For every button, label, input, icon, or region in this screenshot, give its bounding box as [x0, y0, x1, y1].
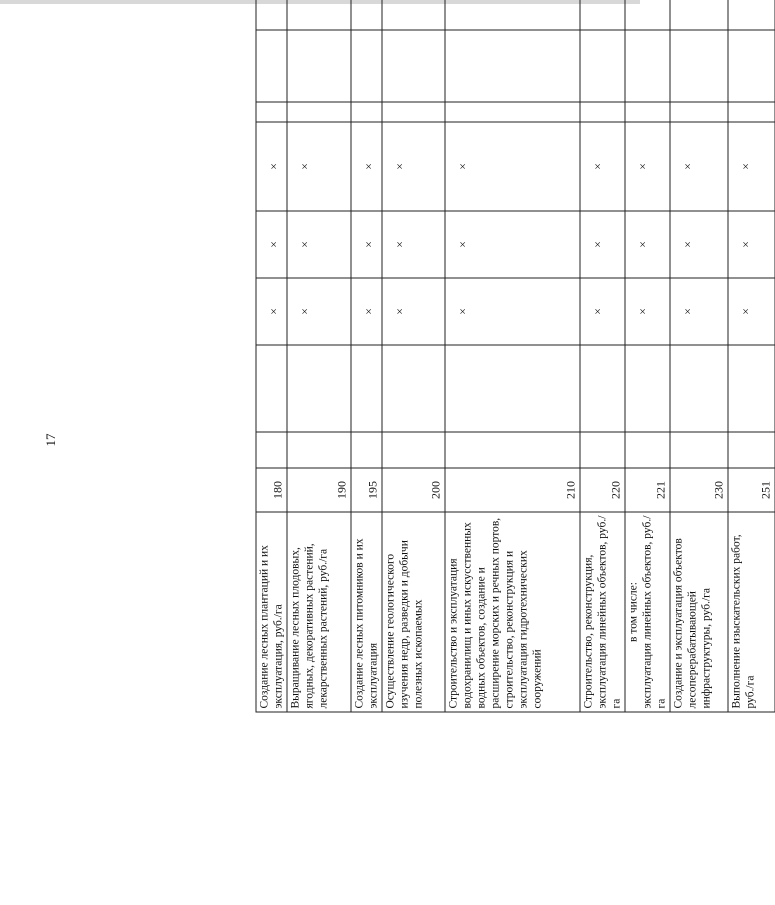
- cross-mark: ×: [382, 122, 445, 211]
- cross-mark: ×: [670, 122, 728, 211]
- row-code: 251: [728, 468, 775, 512]
- empty-cell: [256, 345, 287, 432]
- row-label: Создание лесных плантаций и их эксплуатация, руб./га: [256, 512, 287, 712]
- row-code: 190: [287, 468, 351, 512]
- data-table: [255, 0, 775, 712]
- cross-mark: [287, 0, 351, 30]
- cross-mark: ×: [287, 278, 351, 345]
- empty-cell: [670, 102, 728, 122]
- cross-mark: ×: [728, 211, 775, 278]
- page-number: 17: [43, 433, 58, 447]
- row-label: Строительство, реконструкция, эксплуатация линейных объектов, руб./га: [580, 512, 625, 712]
- row-label: Выполнение изыскательских работ, руб./га: [728, 512, 775, 712]
- table-row: [728, 0, 775, 712]
- empty-cell: [382, 30, 445, 102]
- cross-mark: [351, 0, 382, 30]
- cross-mark: ×: [580, 278, 625, 345]
- row-label: Создание и эксплуатация объектов лесоперерабатывающей инфраструктуры, руб./га: [670, 512, 728, 712]
- cross-mark: ×: [382, 278, 445, 345]
- empty-cell: [287, 102, 351, 122]
- empty-cell: [351, 432, 382, 468]
- row-label: Создание лесных питомников и их эксплуатация: [351, 512, 382, 712]
- table-row: [670, 0, 728, 712]
- cross-mark: ×: [580, 211, 625, 278]
- cross-mark: ×: [351, 211, 382, 278]
- cross-mark: ×: [445, 211, 580, 278]
- cross-mark: ×: [670, 211, 728, 278]
- empty-cell: [728, 30, 775, 102]
- row-label-line: эксплуатация линейных объектов, руб./га: [641, 515, 667, 708]
- cross-mark: ×: [728, 122, 775, 211]
- empty-cell: [287, 30, 351, 102]
- empty-cell: [382, 102, 445, 122]
- cross-mark: ×: [287, 122, 351, 211]
- empty-cell: [580, 30, 625, 102]
- table-row: [351, 0, 382, 712]
- cross-mark: ×: [445, 122, 580, 211]
- cross-mark: ×: [728, 278, 775, 345]
- empty-cell: [728, 432, 775, 468]
- empty-cell: [382, 345, 445, 432]
- cross-mark: ×: [625, 211, 670, 278]
- cross-mark: [670, 0, 728, 30]
- empty-cell: [625, 345, 670, 432]
- row-code: 180: [256, 468, 287, 512]
- row-code: 230: [670, 468, 728, 512]
- empty-cell: [625, 432, 670, 468]
- table-row: [625, 0, 670, 712]
- empty-cell: [351, 345, 382, 432]
- row-code: 195: [351, 468, 382, 512]
- row-label: [625, 512, 670, 712]
- cross-mark: [256, 0, 287, 30]
- cross-mark: [728, 0, 775, 30]
- cross-mark: ×: [382, 211, 445, 278]
- row-code: 210: [445, 468, 580, 512]
- empty-cell: [445, 345, 580, 432]
- empty-cell: [287, 432, 351, 468]
- empty-cell: [580, 432, 625, 468]
- row-label: Осуществление геологического изучения недр, разведки и добычи полезных ископаемых: [382, 512, 445, 712]
- row-code: 221: [625, 468, 670, 512]
- cross-mark: ×: [256, 211, 287, 278]
- rotated-table-container: [255, 0, 772, 712]
- table-row: [256, 0, 287, 712]
- empty-cell: [445, 432, 580, 468]
- cross-mark: ×: [625, 278, 670, 345]
- empty-cell: [728, 345, 775, 432]
- cross-mark: ×: [256, 122, 287, 211]
- empty-cell: [625, 30, 670, 102]
- cross-mark: [382, 0, 445, 30]
- table-row: [580, 0, 625, 712]
- table-row: [382, 0, 445, 712]
- empty-cell: [287, 345, 351, 432]
- row-code: 220: [580, 468, 625, 512]
- cross-mark: ×: [256, 278, 287, 345]
- cross-mark: ×: [351, 278, 382, 345]
- cross-mark: [445, 0, 580, 30]
- cross-mark: ×: [287, 211, 351, 278]
- row-label-line: в том числе:: [627, 581, 639, 642]
- empty-cell: [625, 102, 670, 122]
- empty-cell: [351, 30, 382, 102]
- table-row: [445, 0, 580, 712]
- empty-cell: [256, 102, 287, 122]
- empty-cell: [728, 102, 775, 122]
- empty-cell: [351, 102, 382, 122]
- empty-cell: [580, 345, 625, 432]
- empty-cell: [580, 102, 625, 122]
- empty-cell: [445, 102, 580, 122]
- empty-cell: [580, 0, 625, 30]
- empty-cell: [670, 30, 728, 102]
- cross-mark: [625, 0, 670, 30]
- empty-cell: [670, 345, 728, 432]
- empty-cell: [256, 30, 287, 102]
- table-row: [287, 0, 351, 712]
- row-label: Строительство и эксплуатация водохранилищ и иных искусственных водных объектов, создание и расширение морских и речных портов, строительство, реконструкция и эксплуатация гидротехнических сооружений: [445, 512, 580, 712]
- empty-cell: [445, 30, 580, 102]
- cross-mark: ×: [670, 278, 728, 345]
- row-code: 200: [382, 468, 445, 512]
- empty-cell: [382, 432, 445, 468]
- empty-cell: [256, 432, 287, 468]
- cross-mark: ×: [580, 122, 625, 211]
- cross-mark: ×: [351, 122, 382, 211]
- row-label: Выращивание лесных плодовых, ягодных, декоративных растений, лекарственных растений, руб./га: [287, 512, 351, 712]
- cross-mark: ×: [445, 278, 580, 345]
- empty-cell: [670, 432, 728, 468]
- cross-mark: ×: [625, 122, 670, 211]
